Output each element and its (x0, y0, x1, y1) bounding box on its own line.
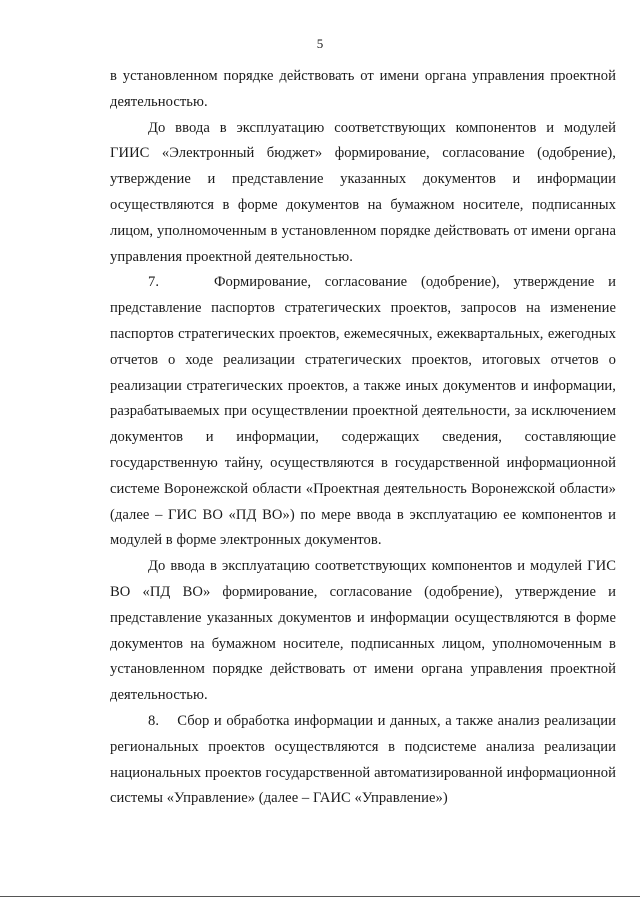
footer-divider (0, 896, 640, 897)
paragraph-continuation: в установленном порядке действовать от имени органа управления проектной деятельностью. (110, 68, 620, 110)
paragraph-giis-paper-docs: До ввода в эксплуатацию соответствующих компонентов и модулей ГИИС «Электронный бюджет» формирование, согласование (одобрение), утверждение и представление указанных документов и информации осуществляются в форме документов на бумажном носителе, подписанных лицом, уполномоченным в установленном порядке действовать от имени органа управления проектной деятельностью. (110, 119, 620, 265)
document-body (110, 64, 620, 812)
paragraph-item-8: 8. Сбор и обработка информации и данных, а также анализ реализации региональных проектов осуществляются в подсистеме анализа реализации национальных проектов государственной автоматизированной информационной системы «Управление» (далее – ГАИС «Управление») (110, 712, 620, 807)
paragraph-gis-vo-paper-docs: До ввода в эксплуатацию соответствующих компонентов и модулей ГИС ВО «ПД ВО» формирование, согласование (одобрение), утверждение и представление указанных документов и информации осуществляются в форме документов на бумажном носителе, подписанных лицом, уполномоченным в установленном порядке действовать от имени органа управления проектной деятельностью. (110, 558, 620, 704)
page-number: 5 (316, 36, 324, 51)
paragraph-item-7: 7. Формирование, согласование (одобрение), утверждение и представление паспортов стратегических проектов, запросов на изменение паспортов стратегических проектов, ежемесячных, ежеквартальных, ежегодных отчетов о ходе реализации стратегических проектов, итоговых отчетов о реализации стратегических проектов, а также иных документов и информации, разрабатываемых при осуществлении проектной деятельности, за исключением документов и информации, содержащих сведения, составляющие государственную тайну, осуществляются в государственной информационной системе Воронежской области «Проектная деятельность Воронежской области» (далее – ГИС ВО «ПД ВО») по мере ввода в эксплуатацию ее компонентов и модулей в форме электронных документов. (110, 274, 620, 549)
